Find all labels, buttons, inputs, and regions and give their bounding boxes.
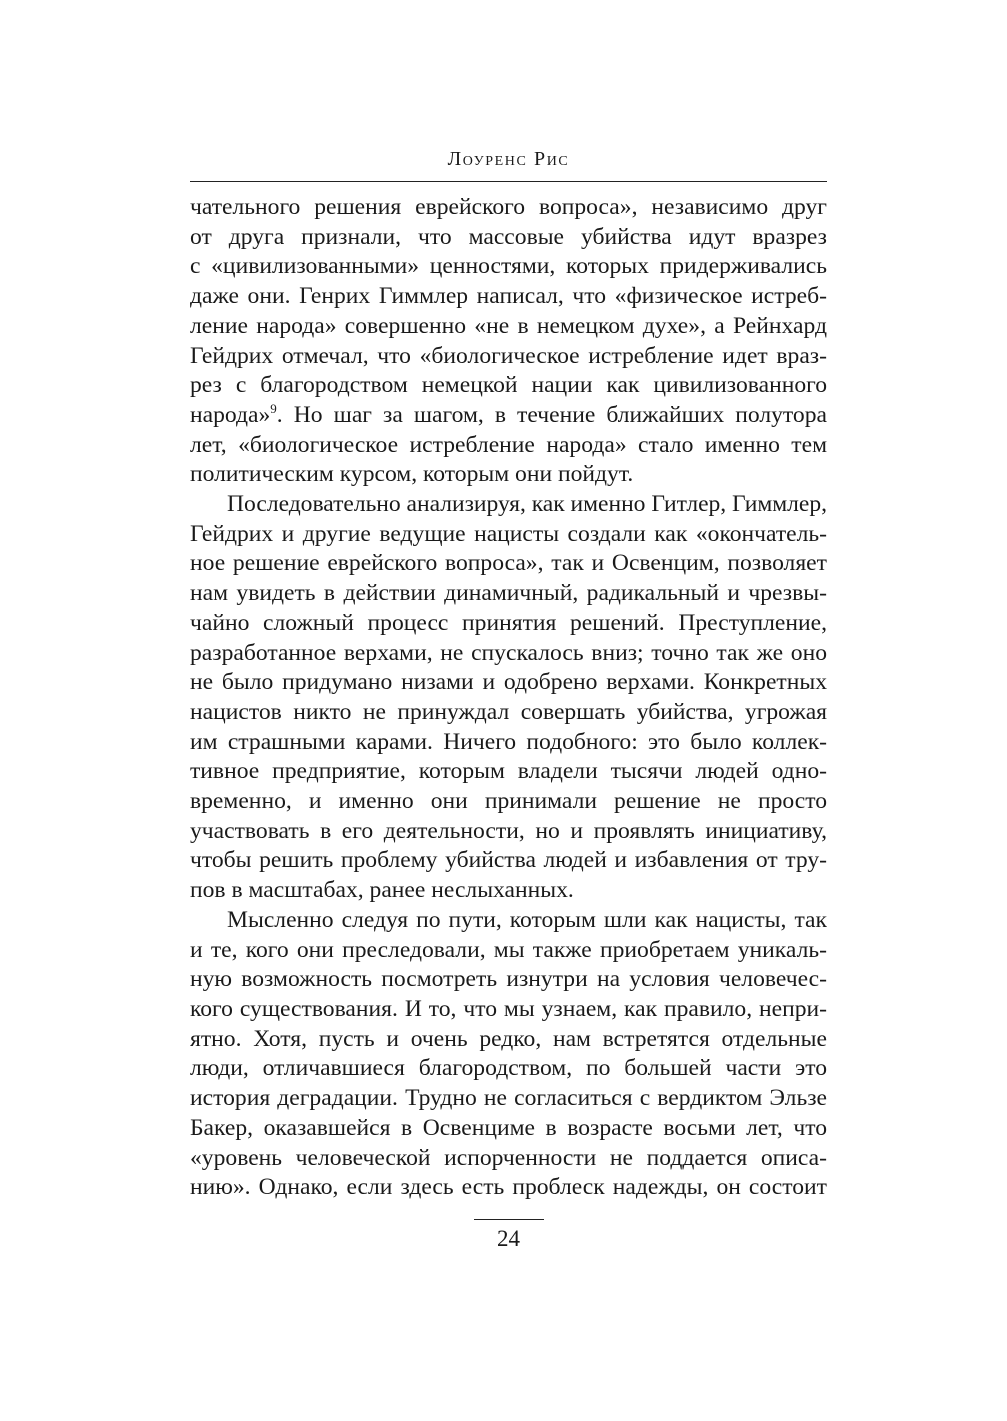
page-number: 24 xyxy=(497,1226,520,1251)
text-line: ление народа» совершенно «не в немецком духе», а Рейнхард xyxy=(190,312,827,339)
text-line: кого существования. И то, что мы узнаем, как правило, непри- xyxy=(190,995,828,1022)
text-line: временно, и именно они принимали решение не просто xyxy=(190,788,828,815)
text-line: нацистов никто не принуждал совершать убийства, угрожая xyxy=(190,698,828,725)
text-line-with-footnote xyxy=(190,401,827,431)
text-line: им страшными карами. Ничего подобного: это было коллек- xyxy=(190,728,828,755)
paragraph-1 xyxy=(190,193,827,490)
text-line: даже они. Генрих Гиммлер написал, что «физическое истреб- xyxy=(190,283,827,310)
text-line: история деградации. Трудно не согласиться с вердиктом Эльзе xyxy=(190,1085,828,1112)
text-fragment: . Но шаг за шагом, в течение ближайших полутора xyxy=(276,401,827,428)
text-line: Мысленно следуя по пути, которым шли как нацисты, так xyxy=(227,906,827,933)
text-line: чайно сложный процесс принятия решений. Преступление, xyxy=(190,609,828,636)
text-line: ное решение еврейского вопроса», так и Освенцим, позволяет xyxy=(190,550,827,577)
text-line: Гейдрих отмечал, что «биологическое истребление идет враз- xyxy=(190,342,827,369)
body-text xyxy=(190,193,827,1203)
paragraph-2 xyxy=(190,490,827,906)
text-line: тивное предприятие, которым владели тысячи людей одно- xyxy=(190,758,827,785)
text-line: чтобы решить проблему убийства людей и избавления от тру- xyxy=(190,847,828,874)
text-line: нию». Однако, если здесь есть проблеск надежды, он состоит xyxy=(190,1174,827,1201)
text-line: Бакер, оказавшейся в Освенциме в возрасте восьми лет, что xyxy=(190,1114,828,1141)
text-line: с «цивилизованными» ценностями, которых придерживались xyxy=(190,253,827,280)
text-line: участвовать в его деятельности, но и проявлять инициативу, xyxy=(190,817,827,844)
running-head: Лоуренс Рис xyxy=(447,148,570,170)
text-line: Последовательно анализируя, как именно Гитлер, Гиммлер, xyxy=(227,491,828,518)
text-line: и те, кого они преследовали, мы также приобретаем уникаль- xyxy=(190,936,827,963)
text-line: чательного решения еврейского вопроса», независимо друг xyxy=(190,194,827,220)
text-line: ятно. Хотя, пусть и очень редко, нам встретятся отдельные xyxy=(190,1025,827,1052)
text-line: политическим курсом, которым они пойдут. xyxy=(190,461,634,488)
text-line: не было придумано низами и одобрено верхами. Конкретных xyxy=(190,669,828,696)
text-fragment: народа» xyxy=(190,401,271,428)
text-line: нам увидеть в действии динамичный, радикальный и чрезвы- xyxy=(190,580,827,607)
text-line: лет, «биологическое истребление народа» стало именно тем xyxy=(190,431,828,458)
text-line: Гейдрих и другие ведущие нацисты создали как «окончатель- xyxy=(190,520,828,547)
text-line: люди, отличавшиеся благородством, по большей части это xyxy=(190,1055,827,1082)
text-line: от друга признали, что массовые убийства идут вразрез xyxy=(190,223,827,250)
text-line: пов в масштабах, ранее неслыханных. xyxy=(190,877,574,904)
header-rule xyxy=(190,181,827,182)
text-line: «уровень человеческой испорченности не поддается описа- xyxy=(190,1144,827,1171)
paragraph-3 xyxy=(190,906,827,1203)
text-line: рез с благородством немецкой нации как цивилизованного xyxy=(190,372,828,399)
text-line: разработанное верхами, не спускалось вниз; точно так же оно xyxy=(190,639,828,666)
footer-rule xyxy=(474,1219,544,1220)
footnote-reference[interactable]: 9 xyxy=(270,400,277,416)
text-line: ную возможность посмотреть изнутри на условия человечес- xyxy=(190,966,828,993)
